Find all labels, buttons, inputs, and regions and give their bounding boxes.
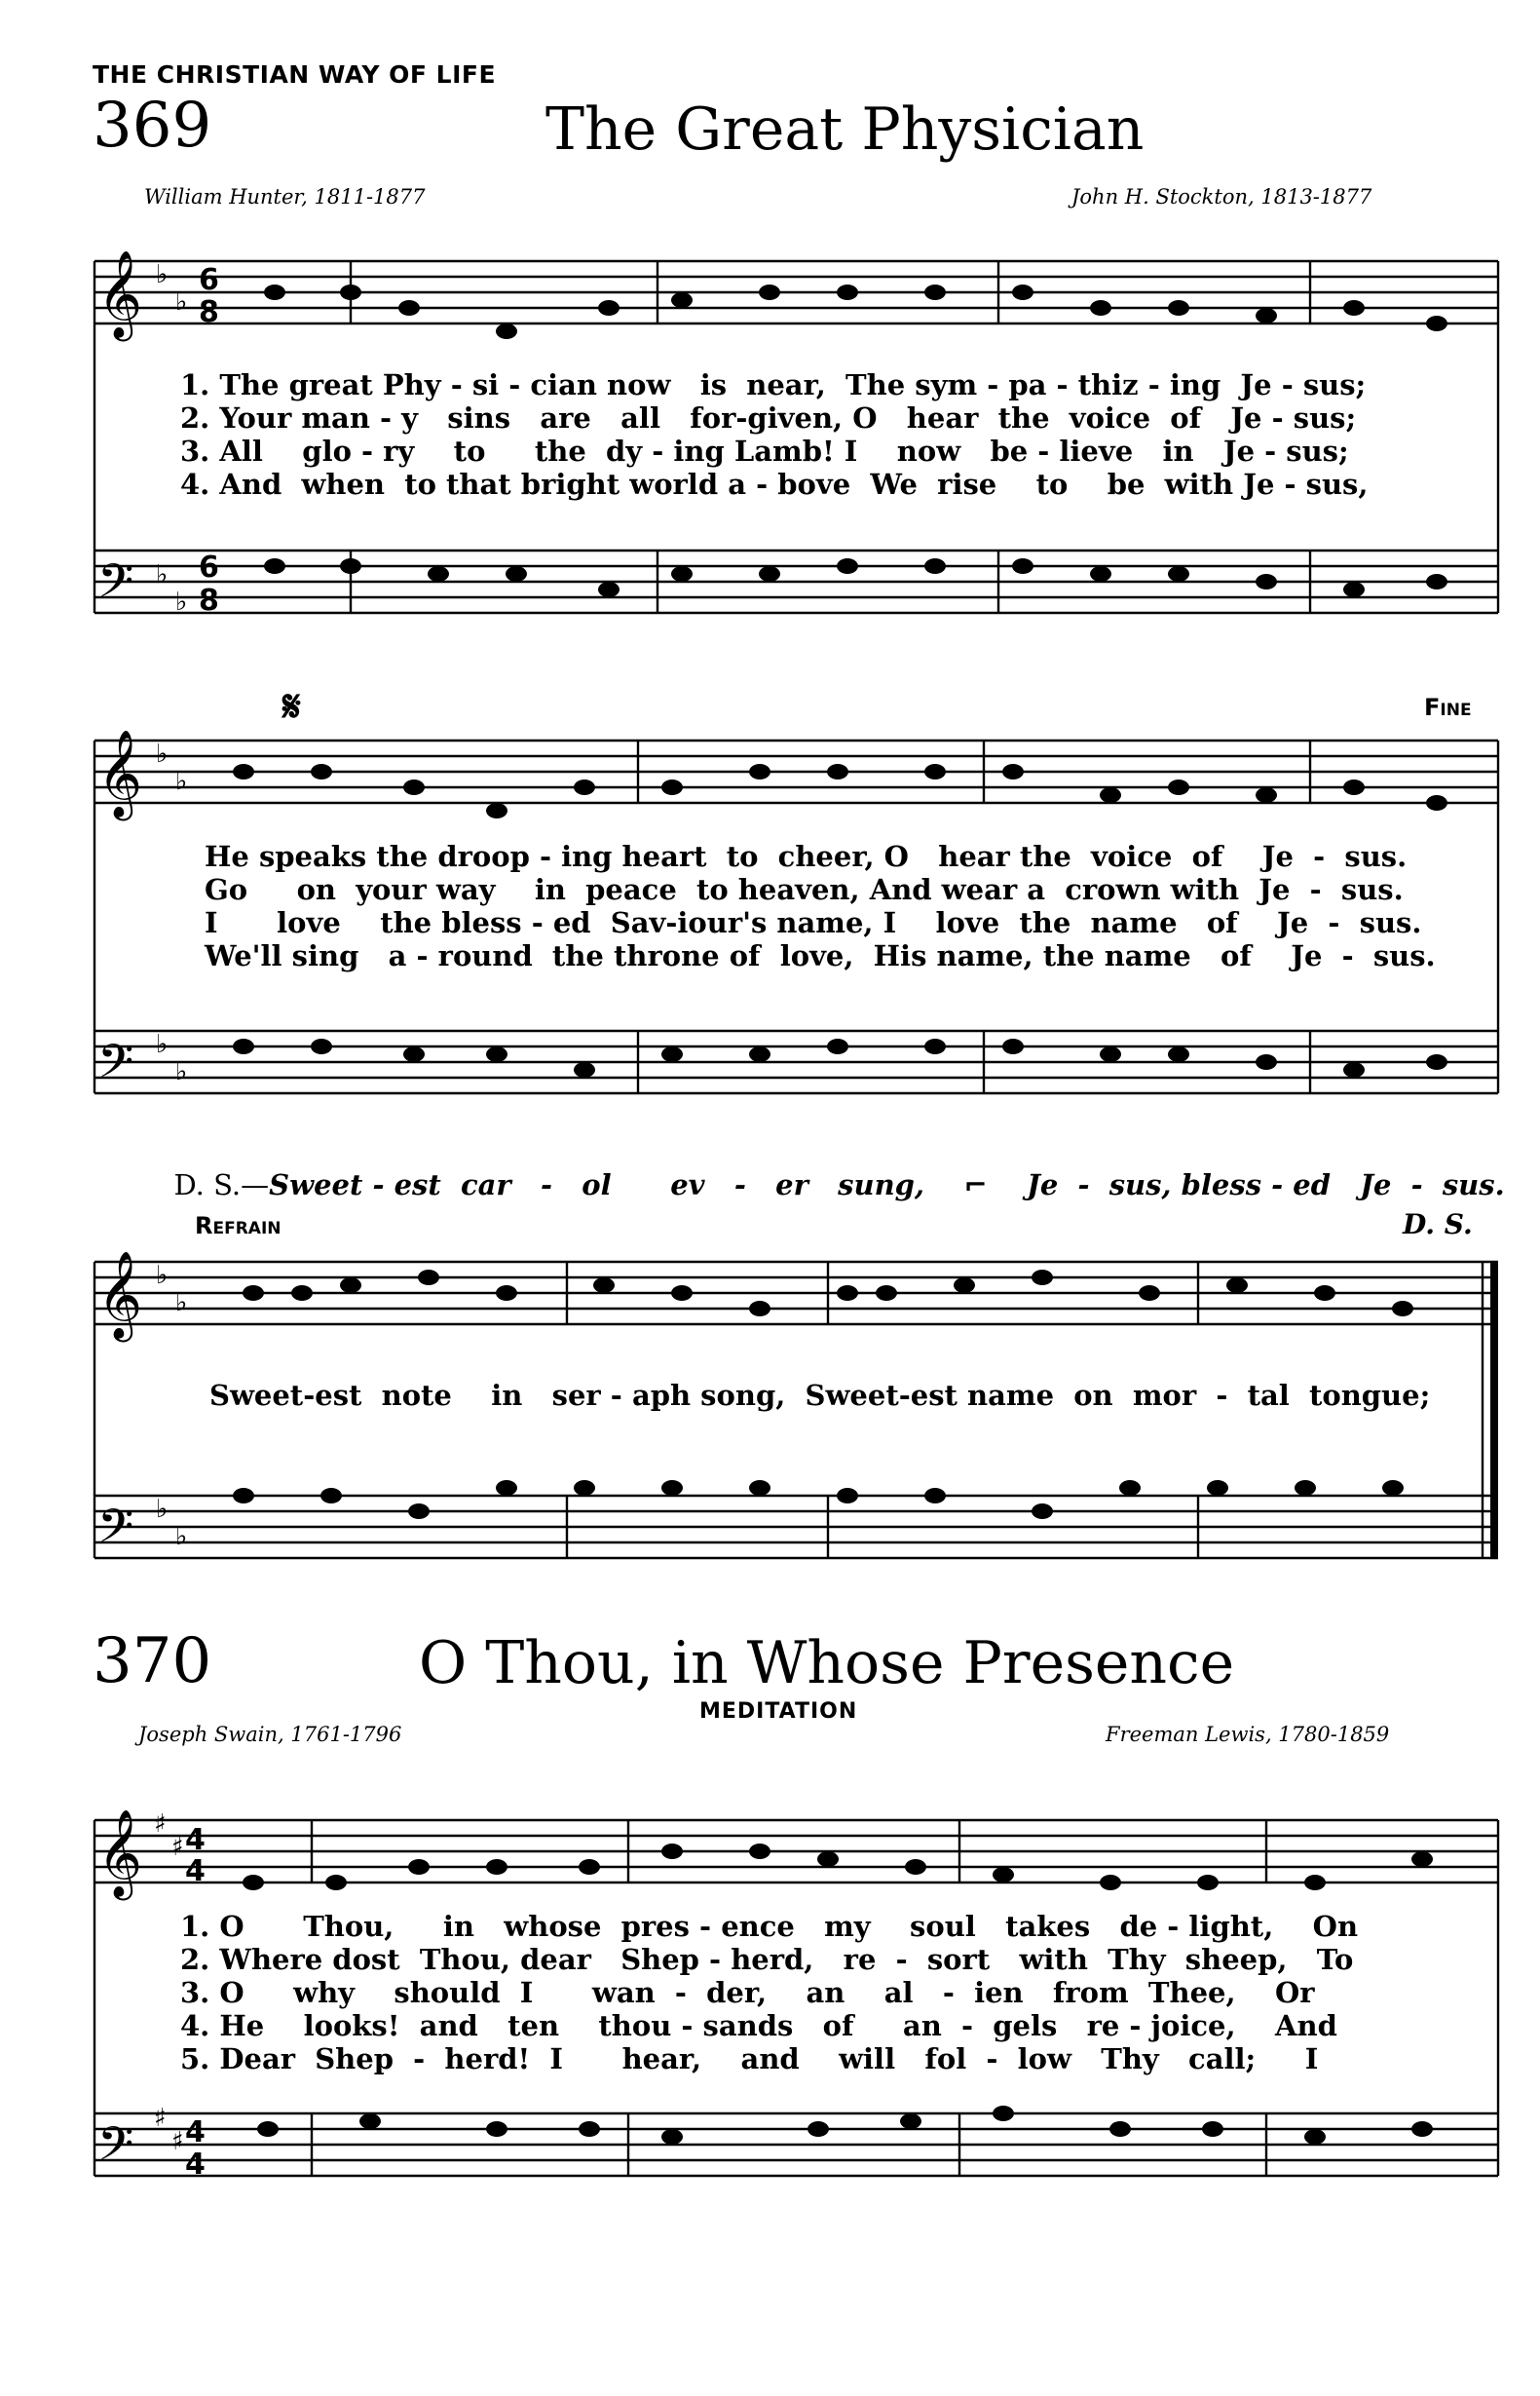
svg-text:♭: ♭ [156,560,169,589]
lyric-line: 4. And when to that bright world a - bove We rise to be with Je - sus, [180,468,1369,501]
svg-text:♭: ♭ [156,1030,169,1059]
lyric-line: 5. Dear Shep - herd! I hear, and will fol - low Thy call; I [180,2042,1319,2075]
svg-text:6: 6 [199,551,219,585]
hymn-title: O Thou, in Whose Presence [419,1629,1235,1697]
lyric-line: 2. Your man - y sins are all for-given, O hear the voice of Je - sus; [180,401,1357,435]
svg-text:♭: ♭ [175,1057,188,1086]
svg-text:𝄞: 𝄞 [97,1251,143,1339]
svg-text:♭: ♭ [175,1522,188,1551]
svg-text:𝄞: 𝄞 [97,250,143,338]
lyric-line: Go on your way in peace to heaven, And wear a crown with Je - sus. [205,873,1404,906]
svg-text:♯: ♯ [171,2127,184,2156]
lyric-line: We'll sing a - round the throne of love, His name, the name of Je - sus. [205,939,1436,972]
svg-text:4: 4 [185,2115,206,2149]
svg-text:♭: ♭ [156,1261,169,1290]
svg-text:♯: ♯ [171,1833,184,1862]
lyric-line: 1. O Thou, in whose pres - ence my soul takes de - light, On [180,1910,1359,1943]
tune-name: MEDITATION [699,1699,858,1724]
svg-text:4: 4 [185,1854,206,1888]
svg-text:♯: ♯ [154,2104,167,2133]
lyric-line: 3. O why should I wan - der, an al - ien from Thee, Or [180,1976,1315,2009]
music-credit: Freeman Lewis, 1780-1859 [1106,1723,1390,1746]
svg-text:♭: ♭ [175,588,188,617]
svg-text:♭: ♭ [175,767,188,796]
hymn-number: 369 [93,90,212,162]
ds-prefix: D. S.— [173,1168,270,1201]
words-credit: William Hunter, 1811-1877 [144,185,426,209]
svg-text:8: 8 [199,584,219,618]
svg-text:𝄋: 𝄋 [282,682,301,732]
verse-block [205,840,1436,972]
refrain-label: Refrain [195,1212,282,1239]
svg-text:♭: ♭ [156,740,169,769]
svg-text:𝄢: 𝄢 [97,1499,134,1565]
svg-text:𝄢: 𝄢 [97,1034,134,1100]
lyric-line: 3. All glo - ry to the dy - ing Lamb! I now be - lieve in Je - sus; [180,435,1349,468]
lyric-line: I love the bless - ed Sav-iour's name, I love the name of Je - sus. [205,906,1422,939]
svg-text:♭: ♭ [156,1495,169,1524]
hymn-number: 370 [93,1625,212,1697]
svg-text:𝄞: 𝄞 [97,730,143,818]
music-credit: John H. Stockton, 1813-1877 [1071,185,1372,209]
fine-marker: Fine [1424,694,1472,721]
staff-369-1-bass [94,551,1498,613]
verse-block [180,368,1368,501]
svg-text:6: 6 [199,263,219,297]
ds-lyrics: Sweet - est car - ol ev - er sung, ⌐ Je - sus, bless - ed Je - sus. [269,1168,1505,1201]
svg-text:𝄢: 𝄢 [97,2116,134,2183]
lyric-line: He speaks the droop - ing heart to cheer, O hear the voice of Je - sus. [205,840,1408,873]
verse-block [180,1910,1358,2075]
svg-text:𝄞: 𝄞 [97,1809,143,1897]
svg-text:♯: ♯ [154,1809,167,1839]
lyric-line: 2. Where dost Thou, dear Shep - herd, re - sort with Thy sheep, To [180,1943,1354,1976]
svg-text:♭: ♭ [175,1288,188,1317]
lyric-line: 4. He looks! and ten thou - sands of an - gels re - joice, And [180,2009,1337,2042]
svg-text:𝄢: 𝄢 [97,553,134,620]
ds-lyric-line [156,1135,1505,1201]
section-heading: THE CHRISTIAN WAY OF LIFE [93,60,497,89]
hymn-title: The Great Physician [545,95,1145,164]
svg-text:♭: ♭ [156,260,169,289]
svg-text:4: 4 [185,1823,206,1857]
staff-369-1-treble [94,261,1498,323]
ds-marker: D. S. [1403,1208,1473,1240]
svg-text:8: 8 [199,295,219,329]
lyric-line: 1. The great Phy - si - cian now is near, The sym - pa - thiz - ing Je - sus; [180,368,1367,401]
svg-text:♭: ♭ [175,287,188,317]
refrain-lyric-line: Sweet-est note in ser - aph song, Sweet-est name on mor - tal tongue; [209,1379,1431,1412]
words-credit: Joseph Swain, 1761-1796 [138,1723,402,1746]
svg-text:4: 4 [185,2148,206,2182]
